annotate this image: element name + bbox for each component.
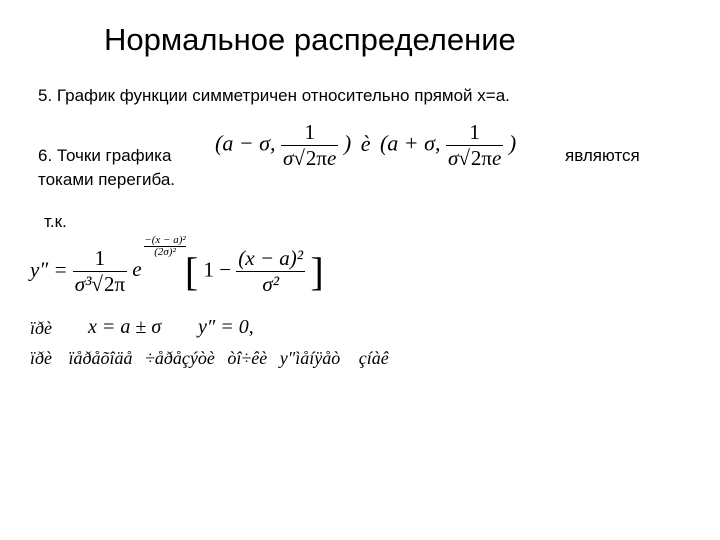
den-e-2: e (491, 146, 502, 170)
garbled-cherez: ÷åðåçýòè (145, 348, 215, 368)
garbled-pri-1: ïðè (30, 318, 52, 338)
point-1-denominator: σ√2πe (283, 146, 337, 170)
and-garbled: è (360, 130, 371, 156)
main-fraction (73, 246, 127, 297)
inner-numerator: (x − a)² (238, 246, 304, 270)
bracket-one: 1 − (203, 257, 232, 282)
point-1-open: (a − σ, (215, 130, 276, 156)
garbled-menyaet: y″ìåíÿåò (279, 348, 341, 368)
right-bracket: ] (310, 249, 324, 294)
garbled-tochki: òî÷êè (227, 348, 268, 368)
item-6-tail: являются (565, 146, 640, 165)
point-2-fraction (446, 120, 503, 171)
exp-term (132, 234, 186, 282)
inflection-points-formula (215, 120, 516, 171)
sigma-cubed: σ³ (74, 272, 92, 296)
sqrt-2pi: 2π (103, 272, 126, 296)
point-2-open: (a + σ, (379, 130, 441, 156)
point-1-numerator: 1 (304, 120, 315, 144)
den-sqrt-2: 2π (470, 146, 492, 170)
exp-numerator: (x − a)² (151, 234, 186, 247)
den-e: e (327, 146, 337, 170)
inner-denominator: σ² (236, 271, 305, 297)
point-1-close: ) (343, 130, 352, 156)
den-sigma-2: σ (447, 146, 459, 170)
result-zero: y″ = 0, (198, 316, 254, 338)
exp-denominator: (2σ)² (144, 246, 185, 258)
exp-power: −(x − a)² (2σ)² (144, 234, 186, 259)
main-numerator: 1 (94, 246, 106, 270)
point-2-denominator: σ√2πe (447, 146, 502, 170)
left-bracket: [ (184, 249, 199, 294)
garbled-perehode: ïåðåõîäå (68, 348, 133, 368)
item-6-line-2: токами перегиба. (38, 170, 176, 189)
garbled-pri-2: ïðè (30, 348, 52, 368)
slide-title: Нормальное распределение (104, 22, 516, 57)
point-2-close: ) (508, 130, 517, 156)
den-sqrt: 2π (305, 146, 328, 170)
main-denominator: σ³√2π (74, 272, 126, 296)
garbled-line-2 (30, 348, 389, 369)
den-sigma: σ (283, 146, 294, 170)
point-1-fraction (281, 120, 338, 171)
item-5-text: 5. График функции симметричен относительно прямой x=a. (38, 86, 510, 105)
item-6-line-1: 6. Точки графика (38, 146, 172, 165)
point-2-numerator: 1 (469, 120, 480, 144)
second-derivative-formula (30, 234, 324, 297)
inner-fraction (236, 246, 305, 297)
garbled-znak: çíàê (358, 348, 389, 368)
condition-x: x = a ± σ (88, 316, 162, 338)
tk-label: т.к. (44, 212, 67, 231)
lhs: y″ = (30, 257, 68, 282)
exp-base: e (132, 257, 142, 282)
